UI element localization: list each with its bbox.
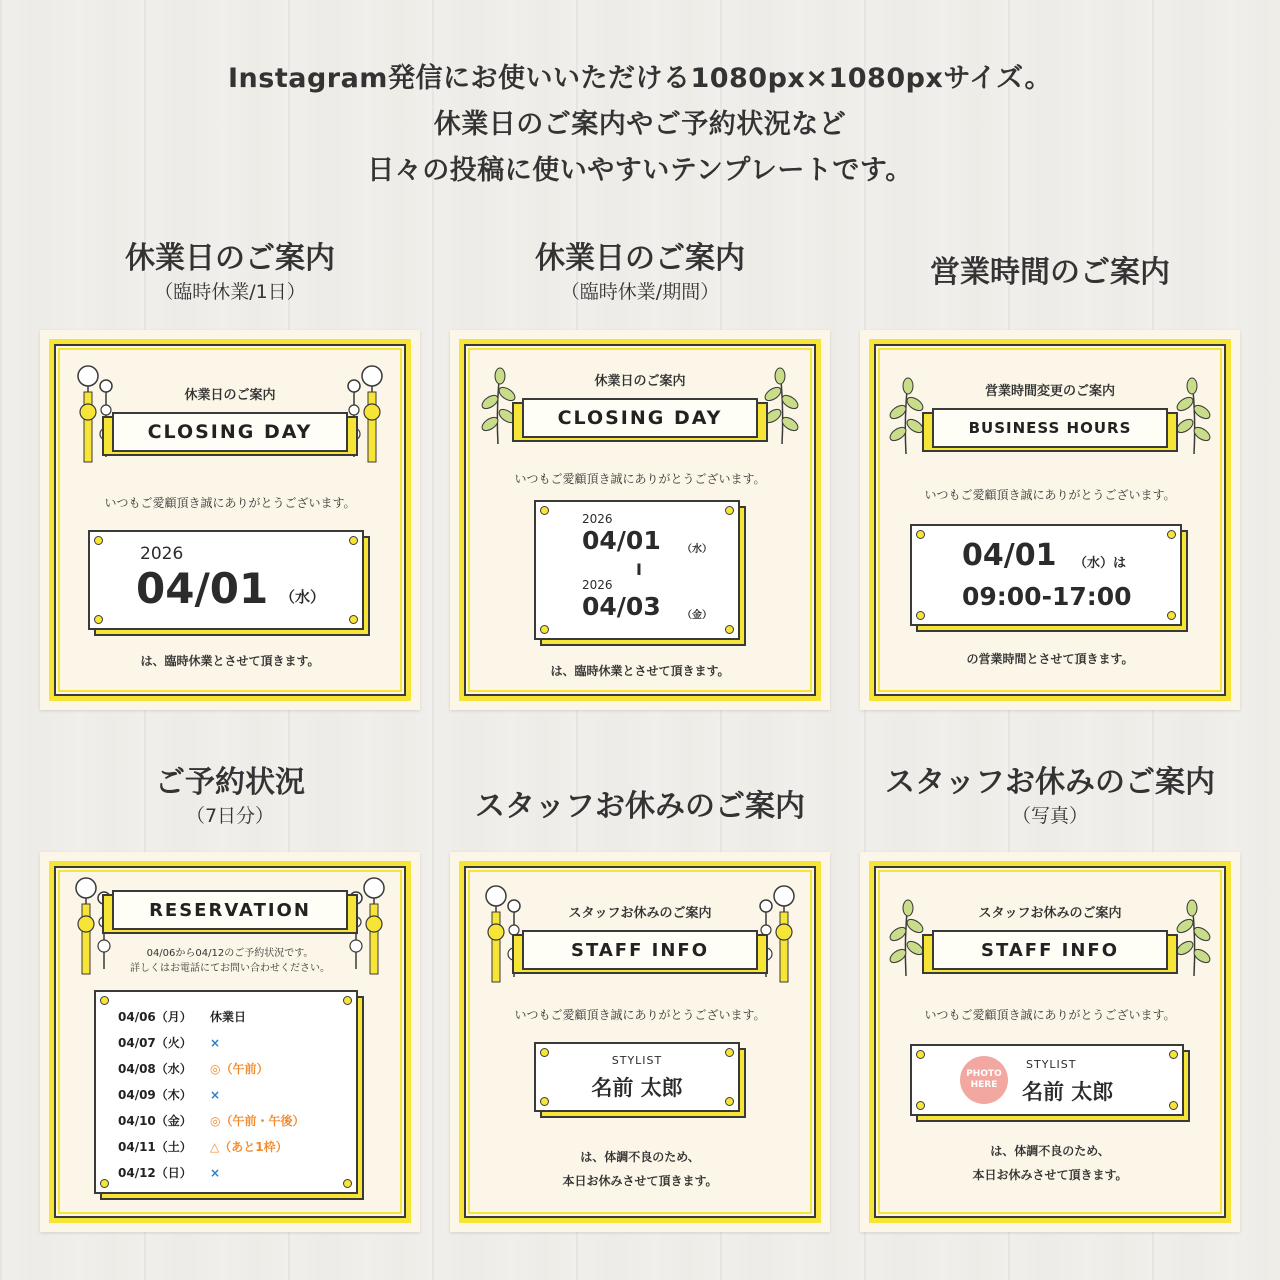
hours-value: 09:00-17:00 [962,582,1132,611]
date-panel [534,500,740,640]
screw-icon [343,996,352,1005]
list-item: 04/06（月） 休業日 [118,1010,247,1024]
screw-icon [725,506,734,515]
ribbon-text: RESERVATION [112,890,348,930]
end-weekday: （金） [682,610,712,621]
card-message: いつもご愛顧頂き誠にありがとうございます。 [514,1008,766,1022]
screw-icon [343,1179,352,1188]
section-heading: 休業日のご案内 [535,241,745,276]
date-year: 2026 [140,544,184,564]
section-subheading: （臨時休業/1日） [154,281,306,303]
template-card-staff-info[interactable] [450,852,830,1232]
ribbon-text: CLOSING DAY [112,412,348,452]
screw-icon [94,615,103,624]
stylist-panel [534,1042,740,1112]
card-heading: スタッフお休みのご案内 [568,906,712,921]
ribbon-banner [102,412,358,460]
start-date: 04/01 [582,526,661,555]
intro-line-3: 日々の投稿に使いやすいテンプレートです。 [367,155,913,186]
section-title-1 [20,240,440,306]
ribbon-text: STAFF INFO [932,930,1168,970]
section-subheading: （臨時休業/期間） [560,281,720,303]
stylist-name: 名前 太郎 [591,1076,683,1100]
screw-icon [1167,530,1176,539]
photo-label-2: HERE [970,1080,998,1090]
section-subheading: （写真） [1011,805,1088,827]
template-card-closing-day-single[interactable] [40,330,420,710]
intro-line-1: Instagram発信にお使いいただける1080px×1080pxサイズ。 [227,63,1052,94]
card-footer: は、臨時休業とさせて頂きます。 [140,654,320,668]
card-message-1: 04/06から04/12のご予約状況です。 [146,948,314,959]
date-value: 04/01 [136,564,269,613]
template-card-business-hours[interactable] [860,330,1240,710]
intro-text [0,56,1280,194]
section-title-5 [430,788,850,826]
ribbon-text: STAFF INFO [522,930,758,970]
date-weekday: （水）は [1074,556,1127,571]
screw-icon [94,536,103,545]
section-title-3 [840,254,1260,292]
end-date: 04/03 [582,592,661,621]
card-footer: は、臨時休業とさせて頂きます。 [550,664,730,678]
card-message: いつもご愛顧頂き誠にありがとうございます。 [104,496,356,510]
ribbon-banner [512,398,768,446]
photo-placeholder[interactable] [960,1056,1008,1104]
template-card-reservation[interactable] [40,852,420,1232]
reservation-list [94,990,358,1194]
stylist-label: STYLIST [1026,1058,1077,1071]
list-item: 04/10（金） ◎（午前・午後） [118,1114,305,1128]
card-footer-2: 本日お休みさせて頂きます。 [972,1168,1128,1182]
ribbon-text: CLOSING DAY [522,398,758,438]
ribbon-banner [512,930,768,978]
card-heading: スタッフお休みのご案内 [978,906,1122,921]
section-heading: 休業日のご案内 [125,241,335,276]
date-value: 04/01 [962,538,1057,573]
stylist-name: 名前 太郎 [1022,1080,1114,1104]
start-year: 2026 [582,512,613,526]
hours-panel [910,524,1182,626]
section-subheading: （7日分） [185,805,275,827]
ribbon-banner [922,930,1178,978]
list-item: 04/07（火） × [118,1036,221,1050]
card-inner-frame [878,870,1222,1214]
ribbon-text: BUSINESS HOURS [932,408,1168,448]
screw-icon [1169,1101,1178,1110]
card-message: いつもご愛顧頂き誠にありがとうございます。 [514,472,766,486]
range-separator: I [636,560,642,579]
stylist-panel [910,1044,1184,1116]
card-footer: の営業時間とさせて頂きます。 [966,652,1134,666]
card-message: いつもご愛顧頂き誠にありがとうございます。 [924,1008,1176,1022]
intro-line-2: 休業日のご案内やご予約状況など [433,109,847,140]
screw-icon [349,536,358,545]
end-year: 2026 [582,578,613,592]
section-title-2 [430,240,850,306]
list-item: 04/09（木） × [118,1088,221,1102]
photo-label-1: PHOTO [966,1069,1002,1079]
section-heading: 営業時間のご案内 [930,255,1170,290]
card-heading: 休業日のご案内 [184,388,276,403]
date-panel [88,530,364,630]
screw-icon [916,530,925,539]
ribbon-banner [102,890,358,938]
list-item: 04/11（土） △（あと1枠） [118,1140,288,1154]
section-heading: スタッフお休みのご案内 [475,789,805,824]
start-weekday: （水） [682,544,712,555]
list-item: 04/08（水） ◎（午前） [118,1062,269,1076]
screw-icon [100,1179,109,1188]
card-heading: 休業日のご案内 [594,374,686,389]
section-title-6 [840,764,1260,830]
screw-icon [916,1050,925,1059]
screw-icon [349,615,358,624]
card-message-2: 詳しくはお電話にてお問い合わせください。 [130,963,330,974]
card-message: いつもご愛顧頂き誠にありがとうございます。 [924,488,1176,502]
date-weekday: （水） [280,588,326,606]
card-footer-2: 本日お休みさせて頂きます。 [562,1174,718,1188]
screw-icon [1169,1050,1178,1059]
screw-icon [916,1101,925,1110]
stylist-label: STYLIST [611,1054,663,1067]
template-card-closing-day-period[interactable] [450,330,830,710]
card-footer-1: は、体調不良のため、 [990,1144,1110,1158]
section-title-4 [20,764,440,830]
screw-icon [1167,611,1176,620]
screw-icon [540,506,549,515]
screw-icon [916,611,925,620]
template-card-staff-info-photo[interactable] [860,852,1240,1232]
screw-icon [725,625,734,634]
screw-icon [100,996,109,1005]
card-footer-1: は、体調不良のため、 [580,1150,700,1164]
card-heading: 営業時間変更のご案内 [984,384,1115,399]
section-heading: スタッフお休みのご案内 [885,765,1215,800]
screw-icon [540,625,549,634]
list-item: 04/12（日） × [118,1166,221,1180]
section-heading: ご予約状況 [155,765,305,800]
ribbon-banner [922,408,1178,456]
card-inner-frame [878,348,1222,692]
